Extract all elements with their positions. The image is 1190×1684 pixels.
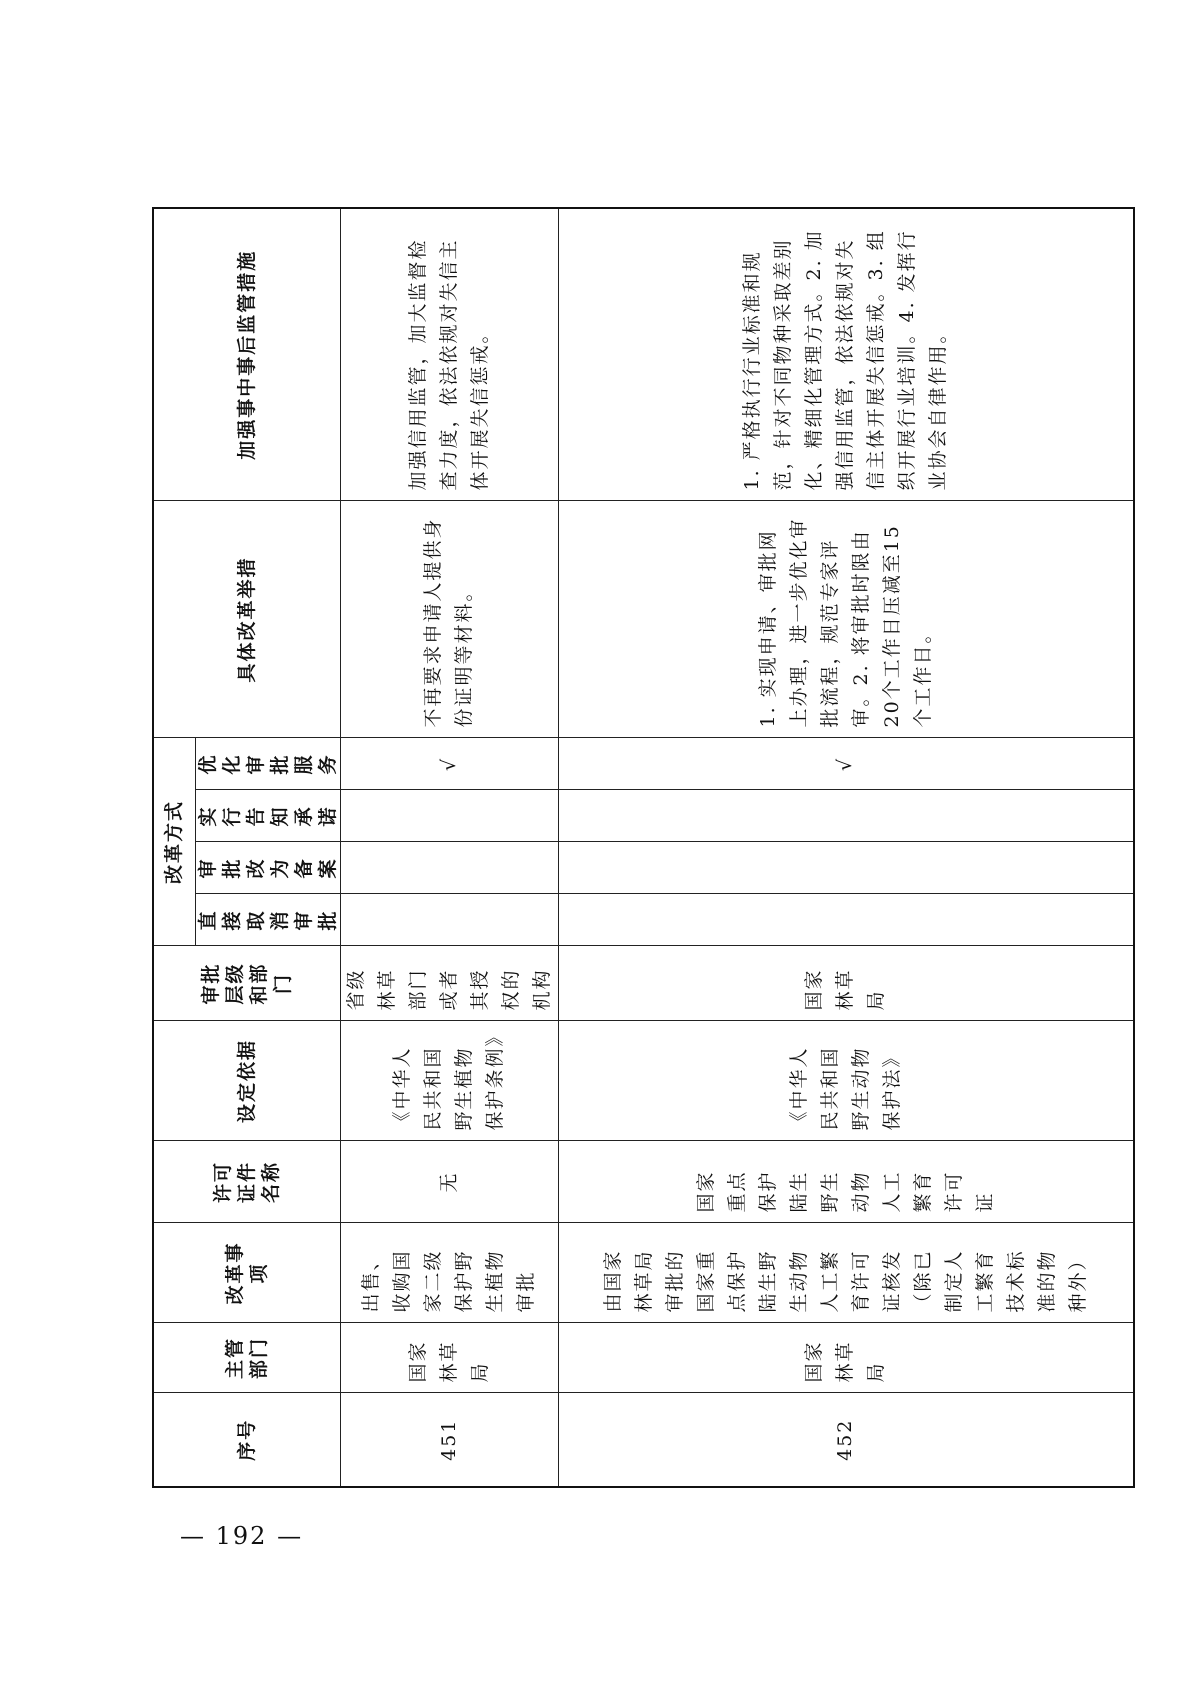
header-seq: 序号 [153,1393,340,1487]
table-row [340,208,558,1487]
header-supervision: 加强事中事后监管措施 [153,208,340,501]
row-452-notify-commit [558,790,1134,842]
row-451-seq: 451 [340,1393,558,1487]
row-451-notify-commit [340,790,558,842]
row-451-basis [340,1021,558,1141]
row-452-dept [558,1323,1134,1393]
header-item: 改革事项 [153,1223,340,1323]
row-452-item [558,1223,1134,1323]
row-452-seq: 452 [558,1393,1134,1487]
row-451-to-filing [340,842,558,894]
row-451-direct-cancel [340,894,558,946]
header-basis: 设定依据 [153,1021,340,1141]
rotated-table-container [152,209,1089,1488]
row-452-basis-text: 《中华人民共和国野生动物保护法》 [787,1046,903,1131]
row-452-license [558,1141,1134,1223]
table-row [558,208,1134,1487]
row-452-check-icon: √ [558,738,1134,790]
row-451-basis-text: 《中华人民共和国野生植物保护条例》 [391,1025,506,1131]
header-notify-commit: 实行告知承诺 [195,790,340,842]
row-452-dept-text: 国家林草局 [803,1340,888,1383]
row-451-level-text: 省级林草部门或者其授权的机构 [344,968,553,1011]
row-452-basis [558,1021,1134,1141]
header-dept: 主管部门 [153,1323,340,1393]
row-451-level [340,946,558,1021]
header-level: 审批层级和部门 [153,946,340,1021]
header-reform-method: 改革方式 [153,738,195,946]
row-452-item-text: 由国家林草局审批的国家重点保护陆生野生动物人工繁育许可证核发（除已制定人工繁育技术标准的物种外） [601,1249,1089,1313]
row-452-level-text: 国家林草局 [803,968,888,1011]
header-license: 许可证件名称 [153,1141,340,1223]
row-451-check-icon: √ [340,738,558,790]
row-451-supervision: 加强信用监管，加大监督检查力度，依法依规对失信主体开展失信惩戒。 [340,208,558,501]
row-451-license: 无 [340,1141,558,1223]
row-451-item-text: 出售、收购国家二级保护野生植物审批 [360,1249,537,1313]
reform-table [152,207,1135,1488]
row-452-license-text: 国家重点保护陆生野生动物人工繁育许可证 [694,1170,996,1213]
row-451-item [340,1223,558,1323]
row-452-supervision: 1. 严格执行行业标准和规范，针对不同物种采取差别化、精细化管理方式。2. 加强信用监管，依法依规对失信主体开展失信惩戒。3. 组织开展行业培训。4. 发挥行业协会自律作用。 [558,208,1134,501]
row-452-measures: 1. 实现申请、审批网上办理，进一步优化审批流程，规范专家评审。2. 将审批时限由20个工作日压减至15个工作日。 [558,501,1134,738]
header-to-filing: 审批改为备案 [195,842,340,894]
row-452-direct-cancel [558,894,1134,946]
row-451-dept-text: 国家林草局 [406,1340,491,1383]
header-direct-cancel: 直接取消审批 [195,894,340,946]
row-451-dept [340,1323,558,1393]
header-measures: 具体改革举措 [153,501,340,738]
row-451-measures: 不再要求申请人提供身份证明等材料。 [340,501,558,738]
row-452-to-filing [558,842,1134,894]
page-number: — 192 — [180,1522,304,1550]
row-452-level [558,946,1134,1021]
header-optimize-service: 优化审批服务 [195,738,340,790]
